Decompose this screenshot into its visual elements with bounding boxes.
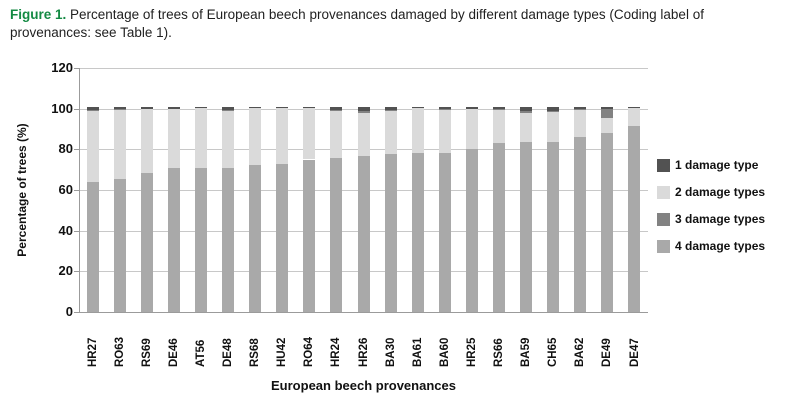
bar-segment: [466, 107, 478, 109]
bar-segment: [574, 109, 586, 110]
legend-swatch-icon: [657, 213, 670, 226]
bar-segment: [222, 168, 234, 312]
legend-swatch-icon: [657, 240, 670, 253]
bar-segment: [358, 107, 370, 111]
bar-segment: [601, 107, 613, 109]
bar-segment: [493, 107, 505, 109]
bar-segment: [439, 153, 451, 312]
bar-segment: [628, 108, 640, 126]
legend-item: [657, 239, 797, 253]
bar-segment: [330, 107, 342, 110]
bar-segment: [114, 110, 126, 179]
bar-segment: [141, 109, 153, 173]
bar-segment: [466, 109, 478, 150]
bar-segment: [87, 110, 99, 111]
bar-segment: [276, 107, 288, 108]
legend-item: [657, 212, 797, 226]
bar-segment: [412, 153, 424, 312]
bar-segment: [628, 126, 640, 312]
y-tick-label: 0: [65, 304, 73, 319]
x-tick-label: DE49: [601, 338, 614, 367]
x-tick-label: BA61: [411, 337, 424, 367]
bar-segment: [141, 173, 153, 312]
bar-segment: [547, 142, 559, 312]
bar-segment: [493, 109, 505, 110]
bar-segment: [276, 164, 288, 312]
x-axis-title: European beech provenances: [271, 378, 456, 393]
bar-segment: [520, 113, 532, 142]
bar-segment: [385, 111, 397, 155]
bar-segment: [330, 110, 342, 111]
bar-segment: [195, 168, 207, 312]
bar-segment: [439, 110, 451, 154]
x-tick-label: BA62: [574, 337, 587, 367]
x-tick-label: AT56: [194, 339, 207, 367]
legend-swatch-icon: [657, 159, 670, 172]
y-tick-label: 20: [58, 263, 73, 279]
legend-item: [657, 185, 797, 199]
legend-label: 1 damage type: [675, 158, 759, 172]
x-tick-label: BA60: [438, 337, 451, 367]
bar-segment: [87, 111, 99, 182]
bar-segment: [303, 107, 315, 108]
x-tick-label: DE47: [628, 338, 641, 367]
bar-segment: [222, 110, 234, 111]
y-axis-line: [79, 68, 80, 312]
legend-item: [657, 158, 797, 172]
bar-segment: [385, 154, 397, 312]
bar-segment: [439, 107, 451, 109]
x-tick-label: RO64: [303, 336, 316, 367]
bar-segment: [385, 107, 397, 110]
x-tick-label: BA59: [520, 337, 533, 367]
bar-segment: [547, 107, 559, 111]
x-tick-label: HR24: [330, 337, 343, 367]
bar-segment: [330, 111, 342, 159]
bar-segment: [87, 182, 99, 312]
bar-segment: [114, 109, 126, 110]
legend-label: 3 damage types: [675, 212, 766, 226]
bar-segment: [114, 107, 126, 109]
bar-segment: [249, 107, 261, 108]
x-tick-label: RS66: [493, 338, 505, 367]
bar-segment: [520, 142, 532, 312]
bar-segment: [195, 108, 207, 168]
bar-segment: [628, 107, 640, 108]
bar-segment: [303, 160, 315, 313]
x-tick-label: HU42: [276, 337, 289, 367]
figure-caption-label: Figure 1.: [10, 7, 67, 22]
x-tick-label: HR25: [465, 337, 478, 367]
bar-segment: [574, 137, 586, 312]
bar-segment: [601, 118, 613, 133]
x-tick-label: CH65: [547, 337, 560, 367]
legend-swatch-icon: [657, 186, 670, 199]
bar-segment: [249, 108, 261, 165]
y-tick-label: 40: [58, 222, 73, 238]
y-tick-label: 60: [58, 182, 73, 197]
x-tick-label: DE48: [222, 338, 234, 367]
bar-segment: [114, 179, 126, 312]
bar-segment: [168, 109, 180, 168]
bar-segment: [439, 109, 451, 110]
bar-segment: [195, 107, 207, 108]
bar-segment: [574, 107, 586, 109]
bar-segment: [168, 168, 180, 312]
bar-segment: [330, 158, 342, 312]
bar-segment: [520, 107, 532, 111]
legend-label: 2 damage types: [675, 185, 766, 199]
bar-segment: [547, 111, 559, 112]
bar-segment: [547, 112, 559, 143]
y-tick-label: 80: [58, 141, 73, 157]
figure-caption: [10, 6, 788, 42]
bar-segment: [141, 107, 153, 109]
bar-segment: [601, 133, 613, 312]
x-axis-line: [79, 312, 648, 313]
bar-segment: [412, 108, 424, 154]
bar-segment: [358, 113, 370, 157]
x-tick-label: RS68: [249, 338, 262, 367]
y-tick-label: 120: [51, 60, 73, 75]
x-tick-label: RS69: [140, 338, 153, 367]
bar-segment: [466, 149, 478, 312]
y-axis-title: Percentage of trees (%): [15, 123, 29, 257]
bar-segment: [358, 156, 370, 312]
bar-segment: [412, 107, 424, 108]
x-tick-label: DE46: [167, 338, 180, 367]
bar-segment: [276, 108, 288, 164]
legend-label: 4 damage types: [675, 239, 766, 253]
x-tick-label: BA30: [384, 337, 397, 367]
figure-caption-text: Percentage of trees of European beech provenances damaged by different damage types (Coding label of provenances: see Table 1).: [10, 7, 704, 41]
x-tick-label: HR26: [357, 337, 370, 367]
bar-segment: [574, 110, 586, 137]
bar-segment: [168, 107, 180, 109]
bar-segment: [493, 143, 505, 312]
x-tick-label: HR27: [86, 337, 99, 367]
chart-legend: [657, 158, 797, 266]
x-tick-label: RO63: [113, 336, 126, 367]
bar-segment: [493, 110, 505, 144]
bar-segment: [249, 165, 261, 312]
bar-segment: [87, 107, 99, 110]
bar-segment: [385, 110, 397, 111]
bar-segment: [222, 111, 234, 168]
bar-segment: [222, 107, 234, 110]
bar-segment: [520, 111, 532, 113]
y-tick-label: 100: [51, 100, 73, 116]
gridline: [79, 68, 648, 69]
bar-segment: [303, 108, 315, 160]
bar-segment: [358, 111, 370, 113]
bar-segment: [601, 109, 613, 118]
